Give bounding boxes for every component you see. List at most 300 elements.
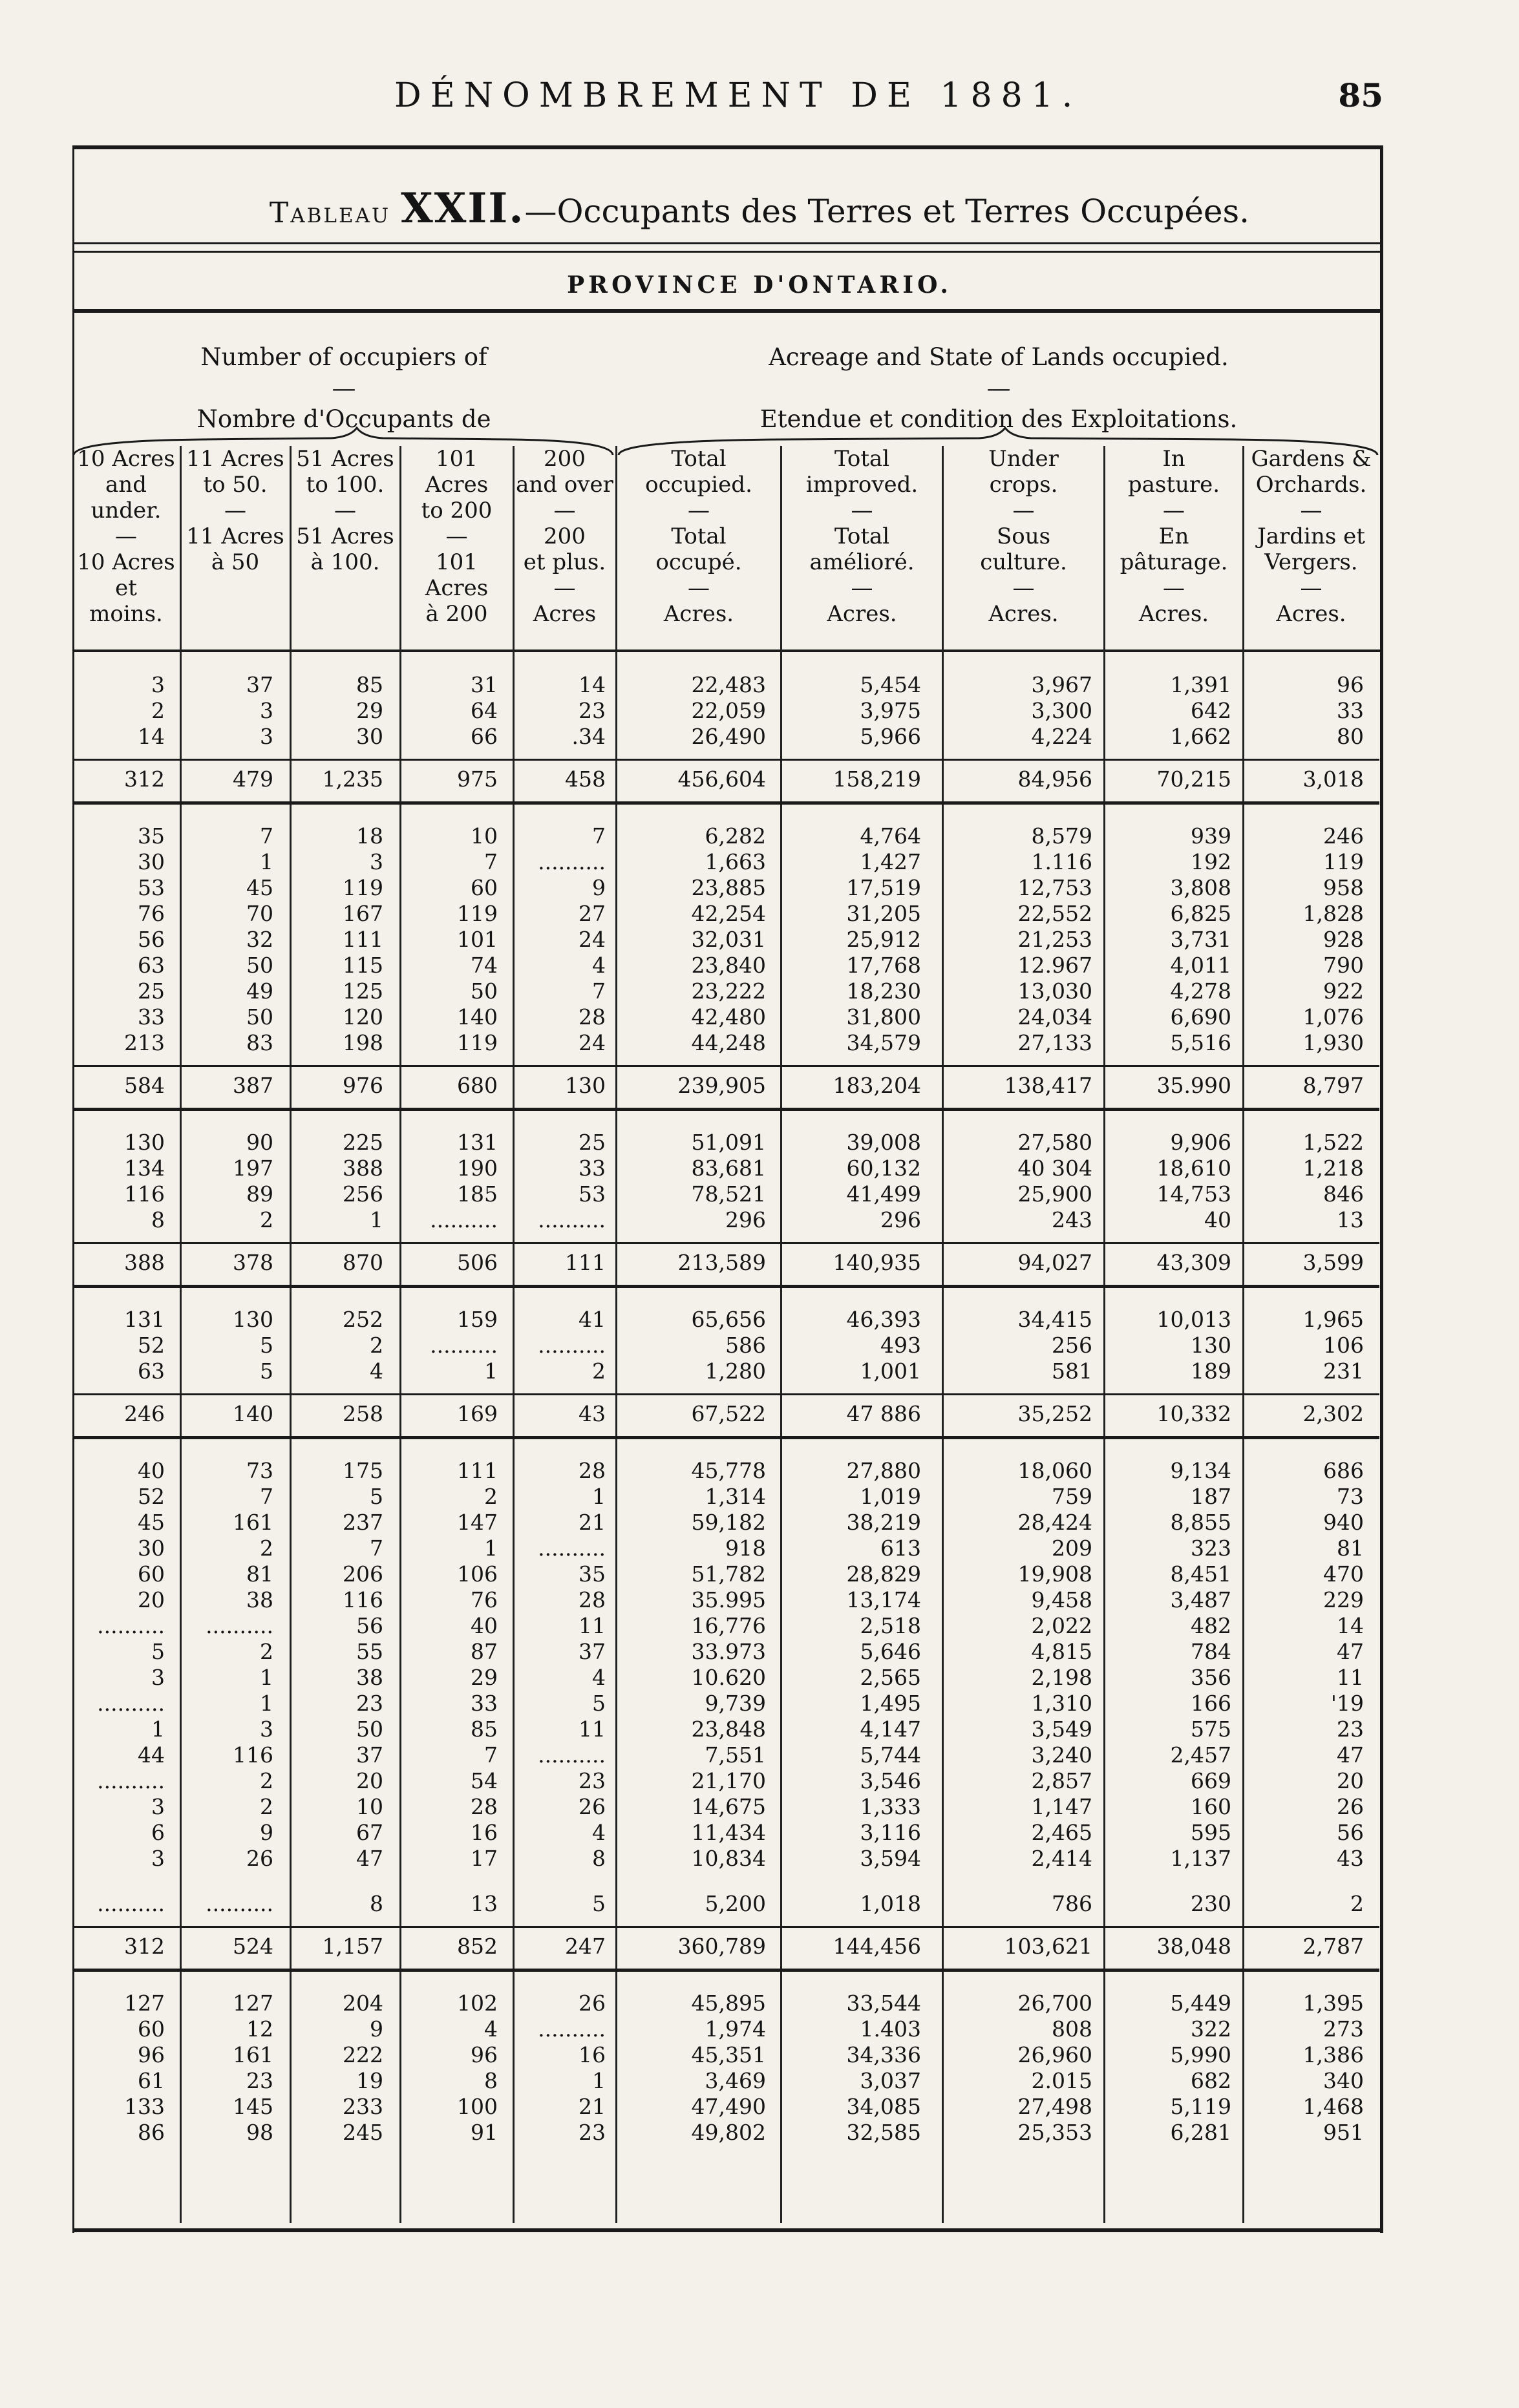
cell-col-7: 1,019 [860,1484,921,1509]
cell-col-1: 134 [124,1156,165,1181]
column-header-line: 10 Acres [77,446,175,472]
separator-line [72,1108,1379,1111]
cell-col-2: 89 [246,1181,273,1207]
cell-col-2: 37 [246,672,273,697]
cell-col-1: 86 [138,2120,165,2145]
cell-col-8: 138,417 [1004,1073,1092,1098]
cell-col-8: 84,956 [1017,766,1092,792]
cell-col-5: .......... [538,1333,606,1358]
cell-col-5: 7 [592,823,606,849]
cell-col-5: 7 [592,978,606,1004]
cell-col-5: 4 [592,1665,606,1690]
total-row [0,766,1519,792]
cell-col-8: 25,353 [1017,2120,1092,2145]
cell-col-8: 9,458 [1031,1587,1092,1612]
cell-col-2: 161 [233,1510,273,1535]
cell-col-4: 54 [471,1768,498,1793]
cell-col-5: .......... [538,849,606,874]
column-header-line: crops. [989,472,1058,498]
cell-col-3: 38 [356,1665,383,1690]
column-header-line: à 200 [425,601,488,627]
cell-col-3: 256 [343,1181,383,1207]
cell-col-9: 595 [1191,1820,1231,1845]
cell-col-6: 22,059 [691,698,766,723]
column-header-line: 101 [436,549,478,575]
cell-col-1: 76 [138,901,165,926]
cell-col-6: 42,254 [691,901,766,926]
cell-col-8: 19,908 [1017,1561,1092,1587]
cell-col-1: 96 [138,2042,165,2067]
cell-col-5: 5 [592,1691,606,1716]
cell-col-4: 506 [457,1250,498,1275]
cell-col-5: 23 [579,2120,606,2145]
column-header-line: and [105,472,147,498]
cell-col-4: 87 [471,1639,498,1664]
cell-col-4: 13 [471,1891,498,1916]
cell-col-1: .......... [97,1768,165,1793]
cell-col-6: 918 [725,1536,766,1561]
cell-col-5: 2 [592,1358,606,1384]
table-row [0,1742,1519,1768]
cell-col-2: 12 [246,2016,273,2042]
cell-col-8: 26,960 [1017,2042,1092,2067]
cell-col-2: 524 [233,1934,273,1959]
column-header-line: et plus. [523,549,606,575]
cell-col-9: 160 [1191,1794,1231,1819]
cell-col-4: 185 [457,1181,498,1207]
column-header-line: Total [834,523,890,549]
cell-col-5: 28 [579,1004,606,1030]
cell-col-5: 111 [565,1250,606,1275]
cell-col-9: 4,278 [1170,978,1231,1004]
cell-col-6: 32,031 [691,927,766,952]
cell-col-1: 127 [124,1991,165,2016]
group-header-acreage-dash: — [986,374,1011,402]
cell-col-3: 47 [356,1846,383,1871]
table-row [0,1891,1519,1917]
cell-col-7: 3,975 [860,698,921,723]
cell-col-9: 3,487 [1170,1587,1231,1612]
column-header-line: — [851,575,873,601]
cell-col-9: 35.990 [1156,1073,1231,1098]
cell-col-1: 8 [151,1207,165,1232]
cell-col-8: 24,034 [1017,1004,1092,1030]
cell-col-7: 25,912 [846,927,921,952]
cell-col-7: 3,546 [860,1768,921,1793]
cell-col-9: 230 [1191,1891,1231,1916]
cell-col-7: 17,519 [846,875,921,900]
cell-col-2: 45 [246,875,273,900]
cell-col-9: 3,808 [1170,875,1231,900]
cell-col-5: 11 [579,1613,606,1638]
cell-col-1: 2 [151,698,165,723]
cell-col-3: 67 [356,1820,383,1845]
column-header-line: Acres. [988,601,1059,627]
cell-col-4: 66 [471,724,498,749]
cell-col-6: 1,314 [705,1484,766,1509]
cell-col-1: 584 [124,1073,165,1098]
cell-col-3: 1 [370,1207,383,1232]
cell-col-2: 1 [260,1665,273,1690]
column-header-line: — [445,523,468,549]
column-header-line: — [553,498,576,523]
cell-col-10: 958 [1323,875,1364,900]
cell-col-4: 28 [471,1794,498,1819]
table-row [0,927,1519,953]
column-header-line: Acres [533,601,597,627]
cell-col-4: 101 [457,927,498,952]
cell-col-1: 44 [138,1742,165,1768]
cell-col-4: 169 [457,1401,498,1426]
cell-col-8: 27,498 [1017,2094,1092,2119]
cell-col-8: 243 [1052,1207,1092,1232]
cell-col-2: 50 [246,953,273,978]
cell-col-4: 4 [484,2016,498,2042]
page-number: 85 [1338,76,1383,114]
cell-col-6: 26,490 [691,724,766,749]
cell-col-8: 13,030 [1017,978,1092,1004]
cell-col-3: 55 [356,1639,383,1664]
cell-col-9: 5,516 [1170,1030,1231,1055]
cell-col-1: 52 [138,1484,165,1509]
cell-col-3: 50 [356,1716,383,1742]
cell-col-10: 928 [1323,927,1364,952]
cell-col-6: 45,778 [691,1458,766,1483]
cell-col-3: 29 [356,698,383,723]
cell-col-4: 852 [457,1934,498,1959]
cell-col-7: 38,219 [846,1510,921,1535]
cell-col-9: 8,855 [1170,1510,1231,1535]
cell-col-3: 8 [370,1891,383,1916]
column-header-2 [181,446,290,640]
table-row [0,1510,1519,1536]
cell-col-9: 130 [1191,1333,1231,1358]
cell-col-6: 456,604 [677,766,766,792]
cell-col-4: 85 [471,1716,498,1742]
cell-col-3: 388 [343,1156,383,1181]
table-row [0,1484,1519,1510]
cell-col-3: 225 [343,1130,383,1155]
cell-col-7: 27,880 [846,1458,921,1483]
cell-col-5: 21 [579,1510,606,1535]
column-header-line: 10 Acres [77,549,175,575]
cell-col-1: 60 [138,2016,165,2042]
table-row [0,1358,1519,1384]
column-header-line: to 200 [421,498,493,523]
cell-col-7: 1,001 [860,1358,921,1384]
cell-col-10: 340 [1323,2068,1364,2093]
cell-col-1: 5 [151,1639,165,1664]
cell-col-7: 31,800 [846,1004,921,1030]
column-header-line: Acres. [827,601,897,627]
column-header-line: Acres. [1276,601,1346,627]
column-header-line: improved. [805,472,919,498]
separator-line [72,1285,1379,1288]
cell-col-2: 70 [246,901,273,926]
cell-col-7: 2,518 [860,1613,921,1638]
cell-col-10: 47 [1337,1639,1364,1664]
cell-col-3: 1,235 [322,766,383,792]
cell-col-5: 458 [565,766,606,792]
cell-col-7: 144,456 [833,1934,921,1959]
column-header-line: — [1012,575,1035,601]
cell-col-7: 34,579 [846,1030,921,1055]
cell-col-6: 67,522 [691,1401,766,1426]
cell-col-9: 1,137 [1170,1846,1231,1871]
separator-line [72,1436,1379,1439]
cell-col-8: 22,552 [1017,901,1092,926]
tableau-label: Tableau [269,196,391,229]
cell-col-9: 784 [1191,1639,1231,1664]
cell-col-2: 50 [246,1004,273,1030]
cell-col-10: 73 [1337,1484,1364,1509]
column-header-line: occupé. [655,549,742,575]
cell-col-5: 24 [579,1030,606,1055]
cell-col-1: 45 [138,1510,165,1535]
table-row [0,2094,1519,2120]
cell-col-2: 5 [260,1358,273,1384]
cell-col-3: 222 [343,2042,383,2067]
cell-col-1: .......... [97,1613,165,1638]
cell-col-5: 247 [565,1934,606,1959]
column-header-10 [1244,446,1378,640]
cell-col-4: 119 [457,1030,498,1055]
cell-col-5: 8 [592,1846,606,1871]
cell-col-3: 125 [343,978,383,1004]
column-header-line: — [115,523,137,549]
cell-col-10: 11 [1337,1665,1364,1690]
table-row [0,1846,1519,1872]
cell-col-3: 23 [356,1691,383,1716]
cell-col-2: 130 [233,1307,273,1332]
cell-col-10: 231 [1323,1358,1364,1384]
cell-col-10: 2 [1350,1891,1364,1916]
cell-col-9: 43,309 [1156,1250,1231,1275]
cell-col-9: 5,449 [1170,1991,1231,2016]
cell-col-5: 27 [579,901,606,926]
cell-col-8: 18,060 [1017,1458,1092,1483]
column-header-line: to 50. [203,472,268,498]
cell-col-10: 470 [1323,1561,1364,1587]
cell-col-4: 2 [484,1484,498,1509]
cell-col-5: 130 [565,1073,606,1098]
cell-col-3: 976 [343,1073,383,1098]
cell-col-9: 6,690 [1170,1004,1231,1030]
cell-col-1: 60 [138,1561,165,1587]
cell-col-5: 33 [579,1156,606,1181]
column-header-line: amélioré. [809,549,915,575]
cell-col-3: 120 [343,1004,383,1030]
cell-col-8: 27,133 [1017,1030,1092,1055]
table-row [0,1156,1519,1181]
cell-col-3: 198 [343,1030,383,1055]
cell-col-9: 38,048 [1156,1934,1231,1959]
province-heading: PROVINCE D'ONTARIO. [567,271,952,299]
cell-col-3: 245 [343,2120,383,2145]
cell-col-4: 16 [471,1820,498,1845]
cell-col-4: .......... [430,1333,498,1358]
cell-col-7: 1.403 [860,2016,921,2042]
cell-col-4: 17 [471,1846,498,1871]
separator-line [72,759,1379,761]
cell-col-4: 131 [457,1130,498,1155]
cell-col-2: 23 [246,2068,273,2093]
cell-col-3: 233 [343,2094,383,2119]
cell-col-7: 158,219 [833,766,921,792]
cell-col-7: 140,935 [833,1250,921,1275]
column-header-5 [514,446,615,640]
cell-col-1: 63 [138,953,165,978]
cell-col-3: 20 [356,1768,383,1793]
cell-col-5: 5 [592,1891,606,1916]
cell-col-8: 25,900 [1017,1181,1092,1207]
cell-col-9: 1,662 [1170,724,1231,749]
column-header-line: 200 [544,446,586,472]
cell-col-3: 2 [370,1333,383,1358]
column-header-line: Vergers. [1264,549,1358,575]
cell-col-3: 204 [343,1991,383,2016]
cell-col-3: 175 [343,1458,383,1483]
cell-col-6: 1,974 [705,2016,766,2042]
cell-col-10: 106 [1323,1333,1364,1358]
cell-col-6: 7,551 [705,1742,766,1768]
cell-col-9: 5,119 [1170,2094,1231,2119]
cell-col-8: 4,815 [1031,1639,1092,1664]
table-row [0,1768,1519,1794]
table-row [0,1691,1519,1716]
cell-col-8: 12,753 [1017,875,1092,900]
cell-col-2: 127 [233,1991,273,2016]
cell-col-2: 98 [246,2120,273,2145]
cell-col-4: 147 [457,1510,498,1535]
cell-col-9: 4,011 [1170,953,1231,978]
column-header-line: — [1163,498,1185,523]
column-header-line: under. [90,498,162,523]
cell-col-3: 1,157 [322,1934,383,1959]
cell-col-2: 81 [246,1561,273,1587]
cell-col-10: 1,076 [1302,1004,1364,1030]
cell-col-5: 11 [579,1716,606,1742]
cell-col-9: 166 [1191,1691,1231,1716]
table-row [0,978,1519,1004]
cell-col-2: 197 [233,1156,273,1181]
cell-col-4: 100 [457,2094,498,2119]
table-row [0,1561,1519,1587]
cell-col-2: 49 [246,978,273,1004]
cell-col-7: 28,829 [846,1561,921,1587]
cell-col-2: 2 [260,1768,273,1793]
cell-col-10: 1,218 [1302,1156,1364,1181]
separator-line [72,1393,1379,1395]
cell-col-1: 3 [151,1794,165,1819]
cell-col-6: 23,848 [691,1716,766,1742]
cell-col-5: .......... [538,1536,606,1561]
title-rule-1 [72,242,1381,244]
cell-col-10: 81 [1337,1536,1364,1561]
column-header-line: 200 [544,523,586,549]
cell-col-1: 133 [124,2094,165,2119]
cell-col-9: 40 [1204,1207,1231,1232]
cell-col-5: 26 [579,1794,606,1819]
top-rule [72,145,1381,149]
cell-col-10: 1,395 [1302,1991,1364,2016]
cell-col-2: 161 [233,2042,273,2067]
cell-col-1: 20 [138,1587,165,1612]
cell-col-9: 939 [1191,823,1231,849]
cell-col-8: 94,027 [1017,1250,1092,1275]
column-header-line: Acres [425,575,489,601]
table-row [0,724,1519,750]
cell-col-8: 1.116 [1031,849,1092,874]
column-header-4 [401,446,513,640]
cell-col-3: 252 [343,1307,383,1332]
cell-col-6: 3,469 [705,2068,766,2093]
cell-col-1: 1 [151,1716,165,1742]
column-header-line: Sous [996,523,1051,549]
cell-col-7: 32,585 [846,2120,921,2145]
cell-col-1: 130 [124,1130,165,1155]
cell-col-9: 2,457 [1170,1742,1231,1768]
table-row [0,2042,1519,2068]
cell-col-2: 5 [260,1333,273,1358]
cell-col-3: 119 [343,875,383,900]
cell-col-1: 213 [124,1030,165,1055]
cell-col-10: 8,797 [1302,1073,1364,1098]
cell-col-6: 296 [725,1207,766,1232]
cell-col-7: 17,768 [846,953,921,978]
table-row [0,1458,1519,1484]
tableau-title [0,184,1519,233]
cell-col-3: 30 [356,724,383,749]
cell-col-10: 1,828 [1302,901,1364,926]
cell-col-6: 10.620 [691,1665,766,1690]
cell-col-8: 3,549 [1031,1716,1092,1742]
column-header-line: — [224,498,246,523]
cell-col-9: 189 [1191,1358,1231,1384]
cell-col-1: 52 [138,1333,165,1358]
column-header-line: à 50 [211,549,260,575]
cell-col-3: 167 [343,901,383,926]
column-header-line: à 100. [310,549,380,575]
cell-col-4: 106 [457,1561,498,1587]
cell-col-8: 28,424 [1017,1510,1092,1535]
cell-col-2: 378 [233,1250,273,1275]
cell-col-7: 18,230 [846,978,921,1004]
separator-line [72,1242,1379,1244]
running-title: DÉNOMBREMENT DE 1881. [394,76,1082,115]
group-header-acreage-fr: Etendue et condition des Exploitations. [760,405,1238,433]
cell-col-1: 6 [151,1820,165,1845]
cell-col-2: 2 [260,1536,273,1561]
cell-col-7: 46,393 [846,1307,921,1332]
cell-col-1: 3 [151,1846,165,1871]
column-header-line: 101 [436,446,478,472]
cell-col-7: 296 [880,1207,921,1232]
cell-col-8: 2,465 [1031,1820,1092,1845]
cell-col-6: 1,663 [705,849,766,874]
cell-col-6: 49,802 [691,2120,766,2145]
cell-col-8: 21,253 [1017,927,1092,952]
column-header-line: Gardens & [1251,446,1372,472]
cell-col-9: 6,281 [1170,2120,1231,2145]
cell-col-4: 159 [457,1307,498,1332]
cell-col-9: 70,215 [1156,766,1231,792]
cell-col-5: 4 [592,1820,606,1845]
cell-col-7: 2,565 [860,1665,921,1690]
cell-col-8: 8,579 [1031,823,1092,849]
table-row [0,1536,1519,1561]
cell-col-4: 190 [457,1156,498,1181]
